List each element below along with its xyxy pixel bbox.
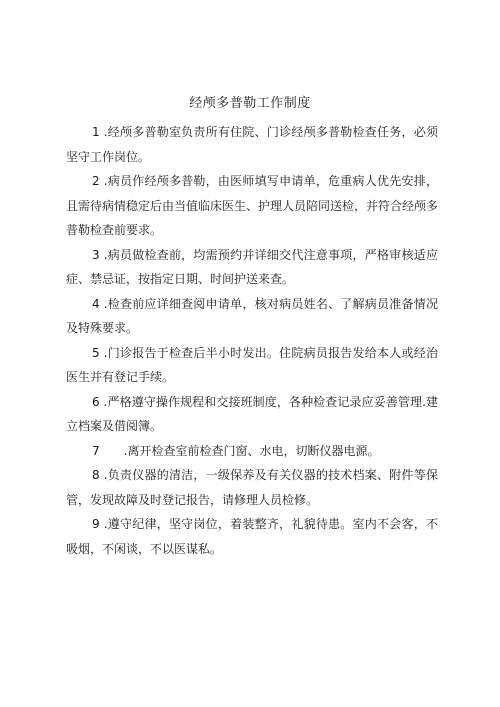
rule-item-8: 8 .负责仪器的清洁，一级保养及有关仪器的技术档案、附件等保管，发现故障及时登记报告，请修理人员检修。 [66,468,438,507]
rule-item-4: 4 .检查前应详细查阅申请单，核对病员姓名、了解病员准备情况及特殊要求。 [66,296,438,335]
rule-item-9: 9 .遵守纪律，坚守岗位，着装整齐，礼貌待患。室内不会客，不吸烟，不闲谈，不以医谋私。 [66,517,438,556]
document-title: 经颅多普勒工作制度 [189,96,311,111]
rule-item-7: 7 .离开检查室前检查门窗、水电，切断仪器电源。 [92,443,380,458]
rule-item-6: 6 .严格遵守操作规程和交接班制度，各种检查记录应妥善管理.建立档案及借阅簿。 [66,394,438,433]
document-body [66,120,438,561]
rule-item-5: 5 .门诊报告于检查后半小时发出。住院病员报告发给本人或经治医生并有登记手续。 [66,345,438,384]
rule-item-3: 3 .病员做检查前，均需预约并详细交代注意事项，严格审核适应症、禁忌证，按指定日期、时间护送来查。 [66,247,438,286]
rule-item-2: 2 .病员作经颅多普勒，由医师填写申请单，危重病人优先安排，且需待病情稳定后由当值临床医生、护理人员陪同送检，并符合经颅多普勒检查前要求。 [66,174,439,237]
rule-item-1: 1 .经颅多普勒室负责所有住院、门诊经颅多普勒检查任务，必须坚守工作岗位。 [66,125,438,164]
